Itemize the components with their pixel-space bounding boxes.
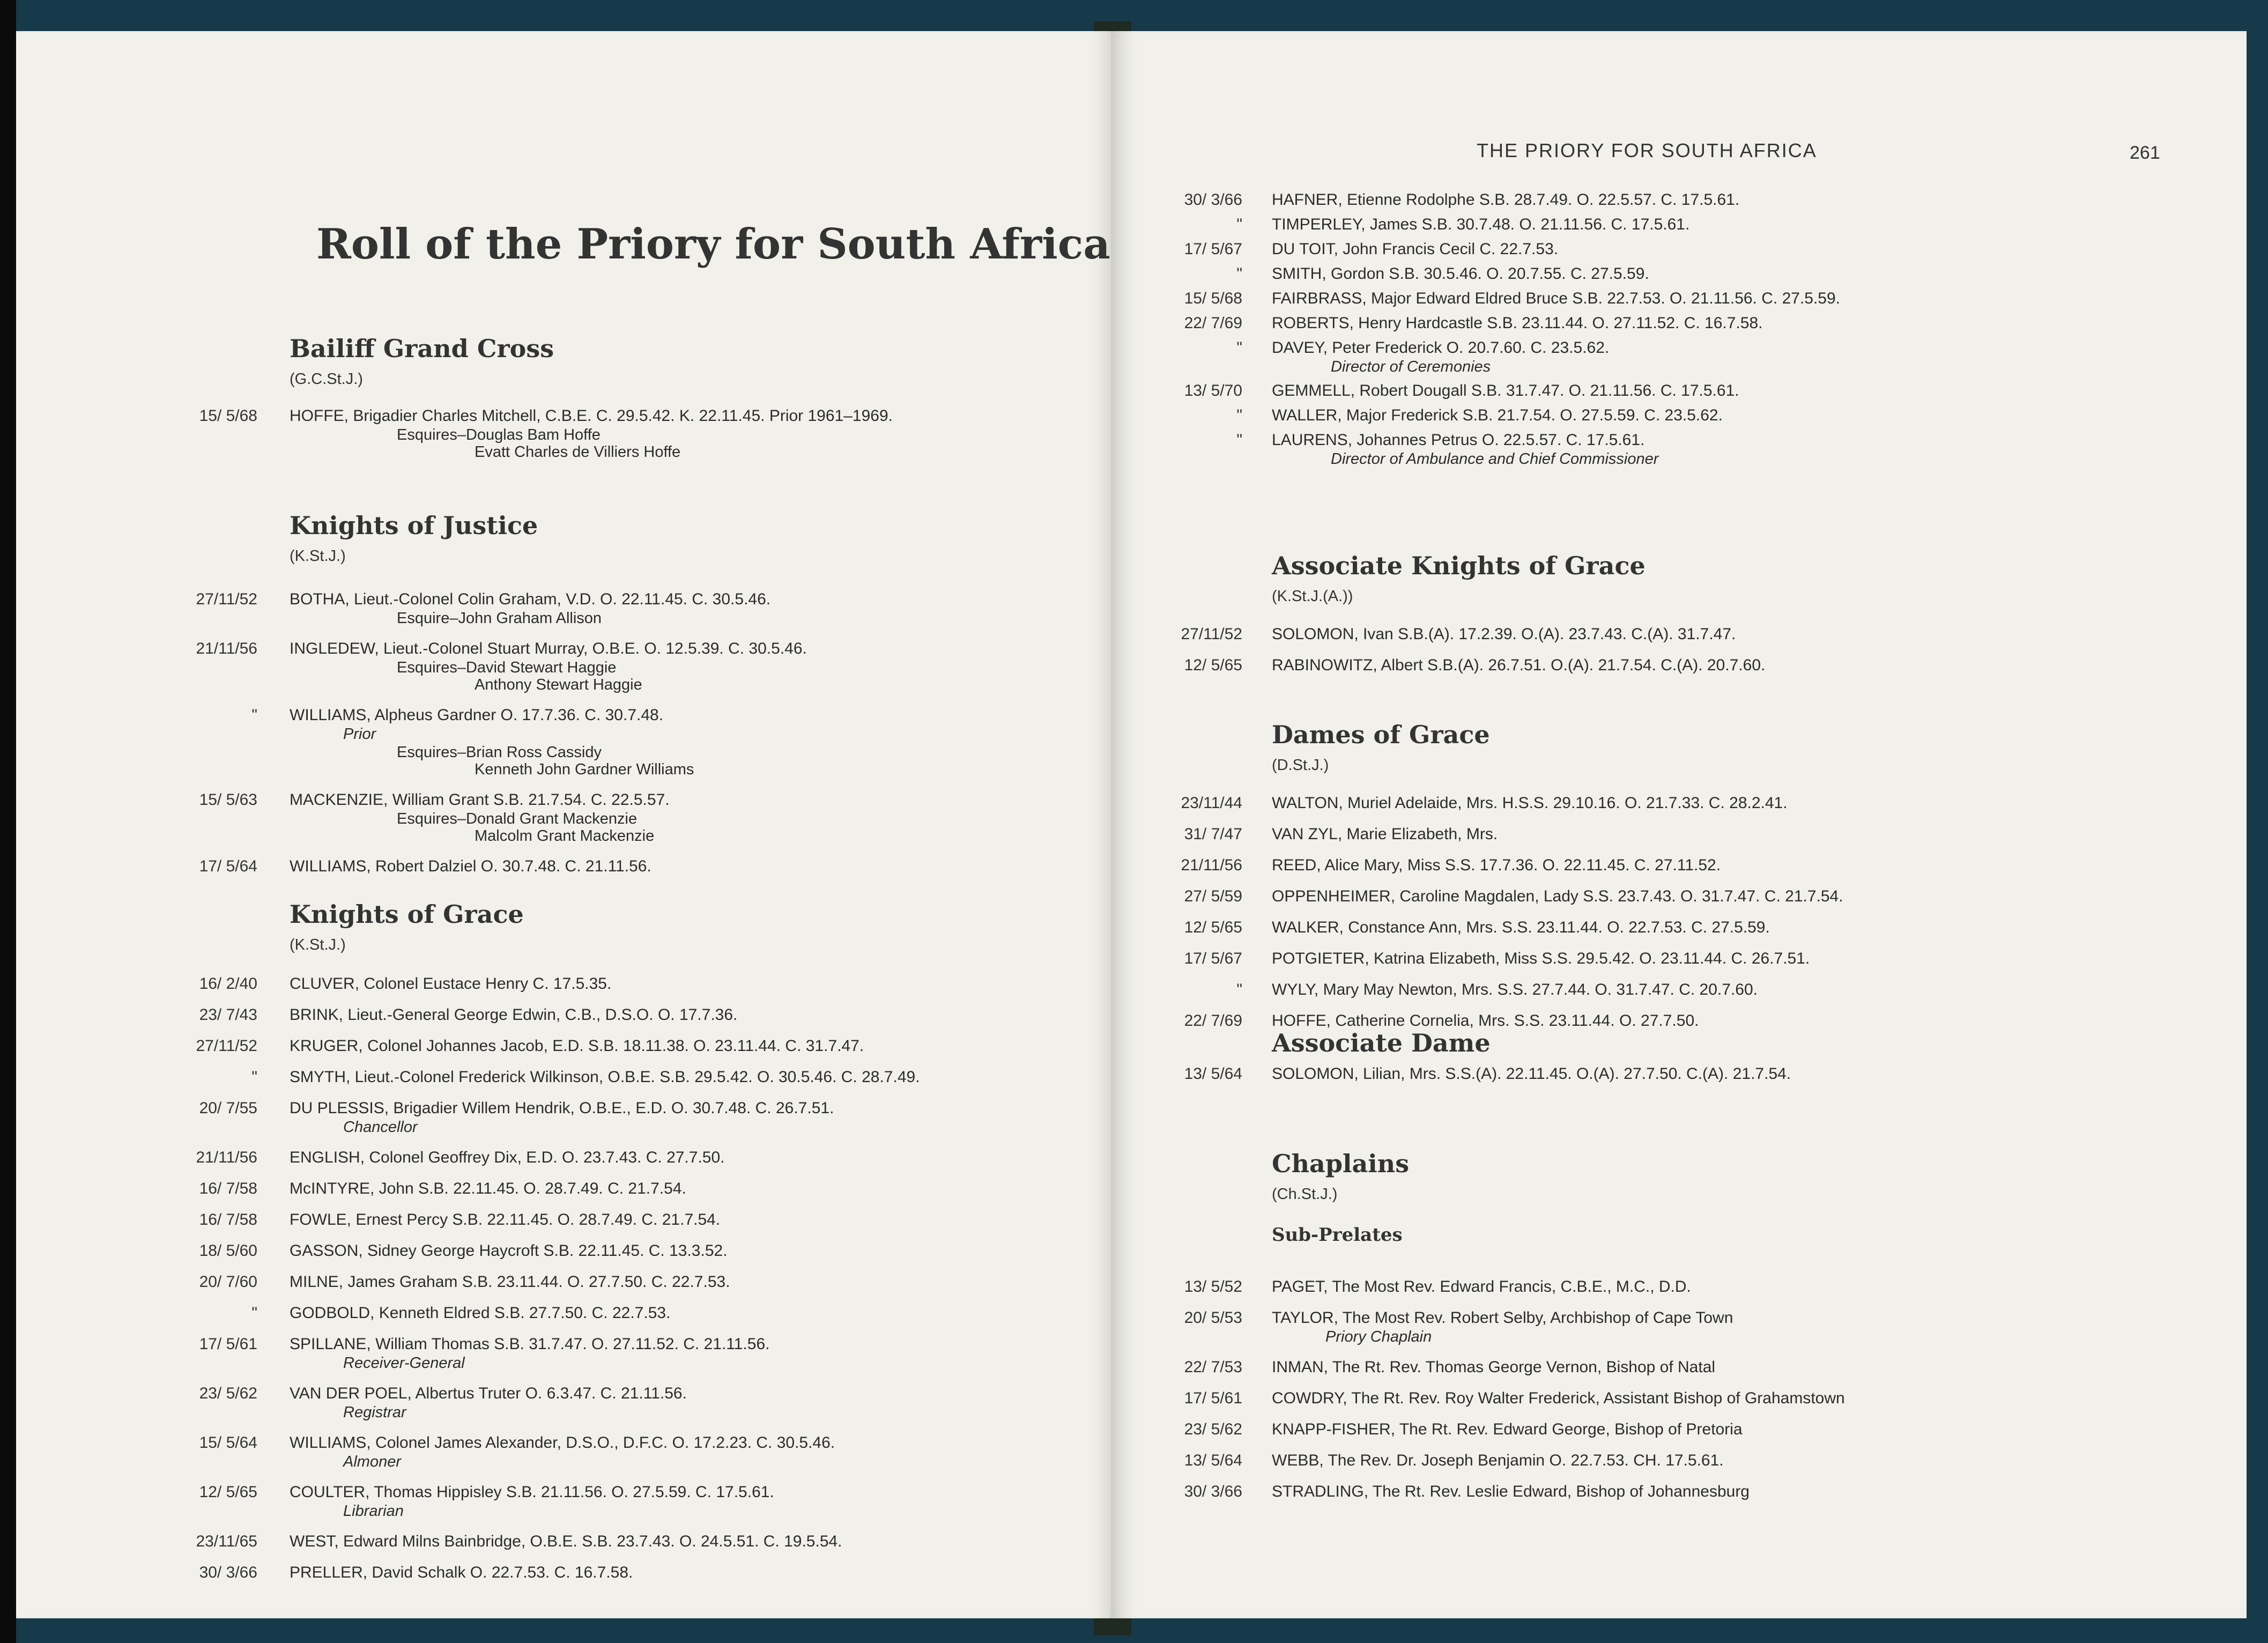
entry-text: MILNE, James Graham S.B. 23.11.44. O. 27.7.50. C. 22.7.53. (290, 1273, 730, 1291)
entry-date: 17/ 5/67 (1184, 240, 1242, 258)
section-abbreviation: (K.St.J.) (290, 936, 346, 953)
entry-text: SOLOMON, Lilian, Mrs. S.S.(A). 22.11.45. O.(A). 27.7.50. C.(A). 21.7.54. (1272, 1065, 1791, 1083)
entry-date: 20/ 5/53 (1184, 1309, 1242, 1327)
entry-date: 15/ 5/64 (199, 1434, 257, 1452)
entry-esquire: Esquires–David Stewart Haggie (397, 659, 617, 676)
entry-date: 13/ 5/70 (1184, 382, 1242, 399)
entry-text: SPILLANE, William Thomas S.B. 31.7.47. O. 27.11.52. C. 21.11.56. (290, 1335, 770, 1353)
entry-date: 17/ 5/61 (199, 1335, 257, 1353)
entry-date: 22/ 7/53 (1184, 1358, 1242, 1376)
entry-text: HOFFE, Catherine Cornelia, Mrs. S.S. 23.11.44. O. 27.7.50. (1272, 1012, 1699, 1030)
entry-text: MACKENZIE, William Grant S.B. 21.7.54. C. 22.5.57. (290, 791, 670, 809)
entry-date: " (251, 1304, 257, 1322)
entry-esquire: Kenneth John Gardner Williams (475, 761, 694, 778)
entry-date: 27/11/52 (196, 1037, 257, 1055)
entry-text: COULTER, Thomas Hippisley S.B. 21.11.56. O. 27.5.59. C. 17.5.61. (290, 1483, 774, 1501)
entry-date: " (1236, 431, 1242, 449)
entry-date: 13/ 5/52 (1184, 1278, 1242, 1296)
entry-text: WALTON, Muriel Adelaide, Mrs. H.S.S. 29.10.16. O. 21.7.33. C. 28.2.41. (1272, 794, 1788, 812)
section-heading: Knights of Justice (290, 511, 538, 540)
section-subheading: Sub-Prelates (1272, 1224, 1403, 1246)
entry-date: 16/ 2/40 (199, 975, 257, 993)
entry-text: HOFFE, Brigadier Charles Mitchell, C.B.E. C. 29.5.42. K. 22.11.45. Prior 1961–1969. (290, 407, 893, 425)
entry-date: 21/11/56 (196, 640, 257, 657)
section-heading: Chaplains (1272, 1149, 1410, 1178)
entry-date: 16/ 7/58 (199, 1211, 257, 1228)
entry-role: Prior (343, 726, 376, 743)
entry-date: " (251, 706, 257, 724)
entry-date: 21/11/56 (196, 1149, 257, 1166)
section-heading: Knights of Grace (290, 900, 524, 929)
entry-text: WILLIAMS, Colonel James Alexander, D.S.O., D.F.C. O. 17.2.23. C. 30.5.46. (290, 1434, 835, 1452)
entry-text: INMAN, The Rt. Rev. Thomas George Vernon, Bishop of Natal (1272, 1358, 1716, 1376)
entry-date: " (1236, 981, 1242, 998)
entry-date: " (1236, 339, 1242, 357)
section-heading: Dames of Grace (1272, 720, 1490, 749)
entry-text: BRINK, Lieut.-General George Edwin, C.B., D.S.O. O. 17.7.36. (290, 1006, 738, 1024)
entry-date: 23/11/65 (196, 1533, 257, 1550)
entry-date: 27/ 5/59 (1184, 887, 1242, 905)
entry-date: 22/ 7/69 (1184, 1012, 1242, 1030)
entry-date: 27/11/52 (196, 590, 257, 608)
entry-text: REED, Alice Mary, Miss S.S. 17.7.36. O. 22.11.45. C. 27.11.52. (1272, 856, 1721, 874)
entry-text: POTGIETER, Katrina Elizabeth, Miss S.S. 29.5.42. O. 23.11.44. C. 26.7.51. (1272, 950, 1810, 967)
entry-date: 16/ 7/58 (199, 1180, 257, 1197)
entry-text: SOLOMON, Ivan S.B.(A). 17.2.39. O.(A). 23.7.43. C.(A). 31.7.47. (1272, 625, 1736, 643)
entry-text: WILLIAMS, Alpheus Gardner O. 17.7.36. C. 30.7.48. (290, 706, 664, 724)
entry-role: Registrar (343, 1404, 406, 1421)
entry-text: WALLER, Major Frederick S.B. 21.7.54. O. 27.5.59. C. 23.5.62. (1272, 406, 1723, 424)
entry-text: KRUGER, Colonel Johannes Jacob, E.D. S.B. 18.11.38. O. 23.11.44. C. 31.7.47. (290, 1037, 864, 1055)
entry-date: 17/ 5/64 (199, 857, 257, 875)
entry-text: HAFNER, Etienne Rodolphe S.B. 28.7.49. O. 22.5.57. C. 17.5.61. (1272, 191, 1740, 209)
entry-date: 20/ 7/55 (199, 1099, 257, 1117)
section-abbreviation: (K.St.J.(A.)) (1272, 588, 1353, 605)
entry-text: GEMMELL, Robert Dougall S.B. 31.7.47. O. 21.11.56. C. 17.5.61. (1272, 382, 1739, 399)
entry-esquire: Esquires–Brian Ross Cassidy (397, 744, 602, 761)
entry-date: 15/ 5/68 (199, 407, 257, 425)
entry-text: PRELLER, David Schalk O. 22.7.53. C. 16.7.58. (290, 1564, 633, 1581)
entry-text: INGLEDEW, Lieut.-Colonel Stuart Murray, O.B.E. O. 12.5.39. C. 30.5.46. (290, 640, 807, 657)
entry-text: FAIRBRASS, Major Edward Eldred Bruce S.B. 22.7.53. O. 21.11.56. C. 27.5.59. (1272, 290, 1840, 307)
section-abbreviation: (Ch.St.J.) (1272, 1186, 1338, 1203)
entry-date: 12/ 5/65 (1184, 656, 1242, 674)
entry-text: WALKER, Constance Ann, Mrs. S.S. 23.11.44. O. 22.7.53. C. 27.5.59. (1272, 919, 1770, 936)
entry-text: SMYTH, Lieut.-Colonel Frederick Wilkinson, O.B.E. S.B. 29.5.42. O. 30.5.46. C. 28.7.49. (290, 1068, 920, 1086)
entry-esquire: Esquires–Douglas Bam Hoffe (397, 426, 601, 443)
entry-date: 30/ 3/66 (1184, 1483, 1242, 1500)
entry-text: BOTHA, Lieut.-Colonel Colin Graham, V.D. O. 22.11.45. C. 30.5.46. (290, 590, 771, 608)
section-abbreviation: (G.C.St.J.) (290, 371, 363, 388)
entry-esquire: Evatt Charles de Villiers Hoffe (475, 443, 681, 461)
entry-date: 23/ 5/62 (199, 1385, 257, 1402)
entry-text: SMITH, Gordon S.B. 30.5.46. O. 20.7.55. C. 27.5.59. (1272, 265, 1649, 283)
entry-text: OPPENHEIMER, Caroline Magdalen, Lady S.S. 23.7.43. O. 31.7.47. C. 21.7.54. (1272, 887, 1843, 905)
entry-esquire: Anthony Stewart Haggie (475, 676, 642, 693)
entry-date: 23/ 5/62 (1184, 1420, 1242, 1438)
entry-role: Priory Chaplain (1325, 1328, 1432, 1345)
entry-role: Chancellor (343, 1119, 418, 1136)
entry-role: Director of Ceremonies (1331, 358, 1491, 375)
entry-text: STRADLING, The Rt. Rev. Leslie Edward, Bishop of Johannesburg (1272, 1483, 1750, 1500)
entry-date: 13/ 5/64 (1184, 1452, 1242, 1469)
entry-text: VAN ZYL, Marie Elizabeth, Mrs. (1272, 825, 1498, 843)
entry-role: Librarian (343, 1503, 404, 1520)
entry-text: FOWLE, Ernest Percy S.B. 22.11.45. O. 28.7.49. C. 21.7.54. (290, 1211, 721, 1228)
entry-date: 27/11/52 (1181, 625, 1242, 643)
entry-text: TIMPERLEY, James S.B. 30.7.48. O. 21.11.56. C. 17.5.61. (1272, 216, 1690, 233)
entry-date: " (1236, 406, 1242, 424)
entry-role: Director of Ambulance and Chief Commissioner (1331, 450, 1659, 468)
section-heading: Bailiff Grand Cross (290, 334, 554, 363)
entry-text: COWDRY, The Rt. Rev. Roy Walter Frederick, Assistant Bishop of Grahamstown (1272, 1389, 1845, 1407)
entry-role: Receiver-General (343, 1355, 465, 1372)
entry-text: KNAPP-FISHER, The Rt. Rev. Edward George, Bishop of Pretoria (1272, 1420, 1743, 1438)
entry-text: DU PLESSIS, Brigadier Willem Hendrik, O.B.E., E.D. O. 30.7.48. C. 26.7.51. (290, 1099, 834, 1117)
entry-date: 18/ 5/60 (199, 1242, 257, 1260)
entry-date: 31/ 7/47 (1184, 825, 1242, 843)
entry-text: DAVEY, Peter Frederick O. 20.7.60. C. 23.5.62. (1272, 339, 1610, 357)
entry-text: ENGLISH, Colonel Geoffrey Dix, E.D. O. 23.7.43. C. 27.7.50. (290, 1149, 725, 1166)
section-abbreviation: (D.St.J.) (1272, 757, 1329, 774)
entry-date: 17/ 5/67 (1184, 950, 1242, 967)
entry-date: 12/ 5/65 (1184, 919, 1242, 936)
entry-text: CLUVER, Colonel Eustace Henry C. 17.5.35. (290, 975, 612, 993)
entry-text: ROBERTS, Henry Hardcastle S.B. 23.11.44. O. 27.11.52. C. 16.7.58. (1272, 314, 1763, 332)
entry-date: 23/ 7/43 (199, 1006, 257, 1024)
entry-text: PAGET, The Most Rev. Edward Francis, C.B.E., M.C., D.D. (1272, 1278, 1691, 1296)
entry-text: WEBB, The Rev. Dr. Joseph Benjamin O. 22.7.53. CH. 17.5.61. (1272, 1452, 1724, 1469)
entry-date: 30/ 3/66 (199, 1564, 257, 1581)
page-title: Roll of the Priory for South Africa (316, 220, 1110, 269)
entry-text: DU TOIT, John Francis Cecil C. 22.7.53. (1272, 240, 1559, 258)
entry-text: WYLY, Mary May Newton, Mrs. S.S. 27.7.44. O. 31.7.47. C. 20.7.60. (1272, 981, 1758, 998)
entry-date: 12/ 5/65 (199, 1483, 257, 1501)
entry-date: " (1236, 265, 1242, 283)
section-heading: Associate Knights of Grace (1272, 551, 1646, 580)
entry-esquire: Esquire–John Graham Allison (397, 610, 602, 627)
entry-date: 15/ 5/68 (1184, 290, 1242, 307)
entry-role: Almoner (343, 1453, 401, 1470)
entry-text: TAYLOR, The Most Rev. Robert Selby, Archbishop of Cape Town (1272, 1309, 1733, 1327)
page-number: 261 (2130, 143, 2160, 163)
entry-date: " (251, 1068, 257, 1086)
entry-text: WILLIAMS, Robert Dalziel O. 30.7.48. C. 21.11.56. (290, 857, 651, 875)
left-page (16, 31, 1115, 1618)
entry-date: 20/ 7/60 (199, 1273, 257, 1291)
entry-date: 23/11/44 (1181, 794, 1242, 812)
right-page (1111, 31, 2247, 1618)
entry-text: McINTYRE, John S.B. 22.11.45. O. 28.7.49. C. 21.7.54. (290, 1180, 686, 1197)
running-header: THE PRIORY FOR SOUTH AFRICA (1477, 139, 1817, 161)
scan-edge (0, 0, 16, 1643)
entry-date: 21/11/56 (1181, 856, 1242, 874)
entry-date: 22/ 7/69 (1184, 314, 1242, 332)
entry-esquire: Esquires–Donald Grant Mackenzie (397, 810, 638, 827)
entry-date: 17/ 5/61 (1184, 1389, 1242, 1407)
entry-text: GASSON, Sidney George Haycroft S.B. 22.11.45. C. 13.3.52. (290, 1242, 728, 1260)
section-abbreviation: (K.St.J.) (290, 547, 346, 565)
entry-text: RABINOWITZ, Albert S.B.(A). 26.7.51. O.(A). 21.7.54. C.(A). 20.7.60. (1272, 656, 1766, 674)
entry-date: 15/ 5/63 (199, 791, 257, 809)
entry-esquire: Malcolm Grant Mackenzie (475, 827, 655, 845)
entry-text: GODBOLD, Kenneth Eldred S.B. 27.7.50. C. 22.7.53. (290, 1304, 671, 1322)
entry-date: 30/ 3/66 (1184, 191, 1242, 209)
entry-date: " (1236, 216, 1242, 233)
entry-text: VAN DER POEL, Albertus Truter O. 6.3.47. C. 21.11.56. (290, 1385, 687, 1402)
entry-text: WEST, Edward Milns Bainbridge, O.B.E. S.B. 23.7.43. O. 24.5.51. C. 19.5.54. (290, 1533, 842, 1550)
entry-text: LAURENS, Johannes Petrus O. 22.5.57. C. 17.5.61. (1272, 431, 1645, 449)
entry-date: 13/ 5/64 (1184, 1065, 1242, 1083)
section-heading: Associate Dame (1272, 1028, 1491, 1057)
